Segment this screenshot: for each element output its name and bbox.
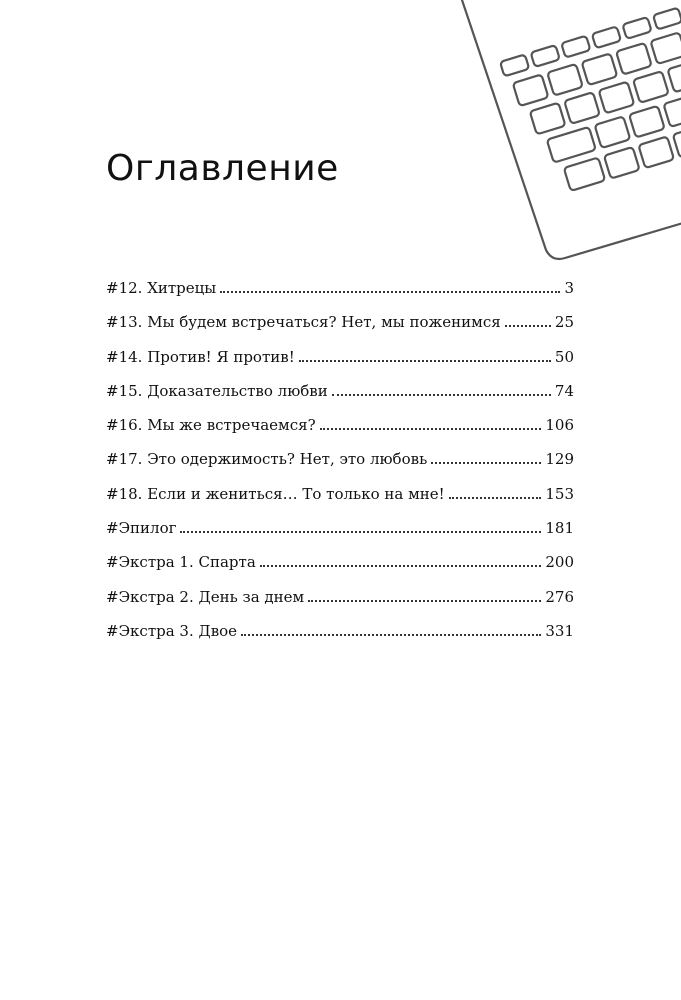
toc-entry[interactable] [106, 621, 574, 655]
dot-leader [320, 428, 542, 430]
toc-entry-title: #14. Против! Я против! [106, 347, 295, 366]
toc-entry-page: 200 [545, 553, 574, 572]
toc-entry-title: #13. Мы будем встречаться? Нет, мы поженимся [106, 313, 501, 332]
toc-entry-page: 181 [545, 519, 574, 538]
keyboard-icon [440, 0, 681, 270]
toc-entry-page: 25 [554, 313, 574, 332]
page-title: Оглавление [106, 148, 339, 189]
dot-leader [220, 291, 560, 293]
toc-entry-title: #Экстра 2. День за днем [106, 587, 305, 606]
toc-entry[interactable] [106, 518, 574, 552]
toc-entry[interactable] [106, 278, 574, 312]
dot-leader [431, 462, 541, 464]
dot-leader [332, 394, 551, 396]
toc-entry[interactable] [106, 347, 574, 381]
dot-leader [180, 531, 541, 533]
toc-entry-page: 50 [554, 347, 574, 366]
toc-entry[interactable] [106, 449, 574, 483]
dot-leader [260, 565, 542, 567]
toc-entry-page: 331 [545, 621, 574, 640]
toc-entry[interactable] [106, 415, 574, 449]
toc-entry[interactable] [106, 484, 574, 518]
toc-entry-title: #Экстра 1. Спарта [106, 553, 256, 572]
toc-entry-page: 153 [545, 484, 574, 503]
dot-leader [505, 325, 551, 327]
dot-leader [241, 634, 541, 636]
dot-leader [449, 497, 542, 499]
toc-entry[interactable] [106, 552, 574, 586]
toc-entry-title: #Эпилог [106, 519, 177, 538]
toc-entry-page: 3 [564, 279, 574, 297]
toc-entry-title: #16. Мы же встречаемся? [106, 416, 316, 435]
toc-entry-title: #12. Хитрецы [106, 279, 217, 297]
toc-entry-page: 74 [554, 381, 574, 400]
toc-entry-page: 276 [545, 587, 574, 606]
toc-entry-page: 129 [545, 450, 574, 469]
toc-entry[interactable] [106, 381, 574, 415]
toc-entry-title: #15. Доказательство любви [106, 381, 328, 400]
toc-entry-title: #18. Если и жениться… То только на мне! [106, 484, 445, 503]
toc-entry[interactable] [106, 587, 574, 621]
table-of-contents [106, 278, 574, 655]
dot-leader [299, 360, 551, 362]
toc-entry-page: 106 [545, 416, 574, 435]
dot-leader [308, 600, 541, 602]
toc-entry-title: #17. Это одержимость? Нет, это любовь [106, 450, 428, 469]
toc-entry[interactable] [106, 312, 574, 346]
toc-entry-title: #Экстра 3. Двое [106, 621, 238, 640]
